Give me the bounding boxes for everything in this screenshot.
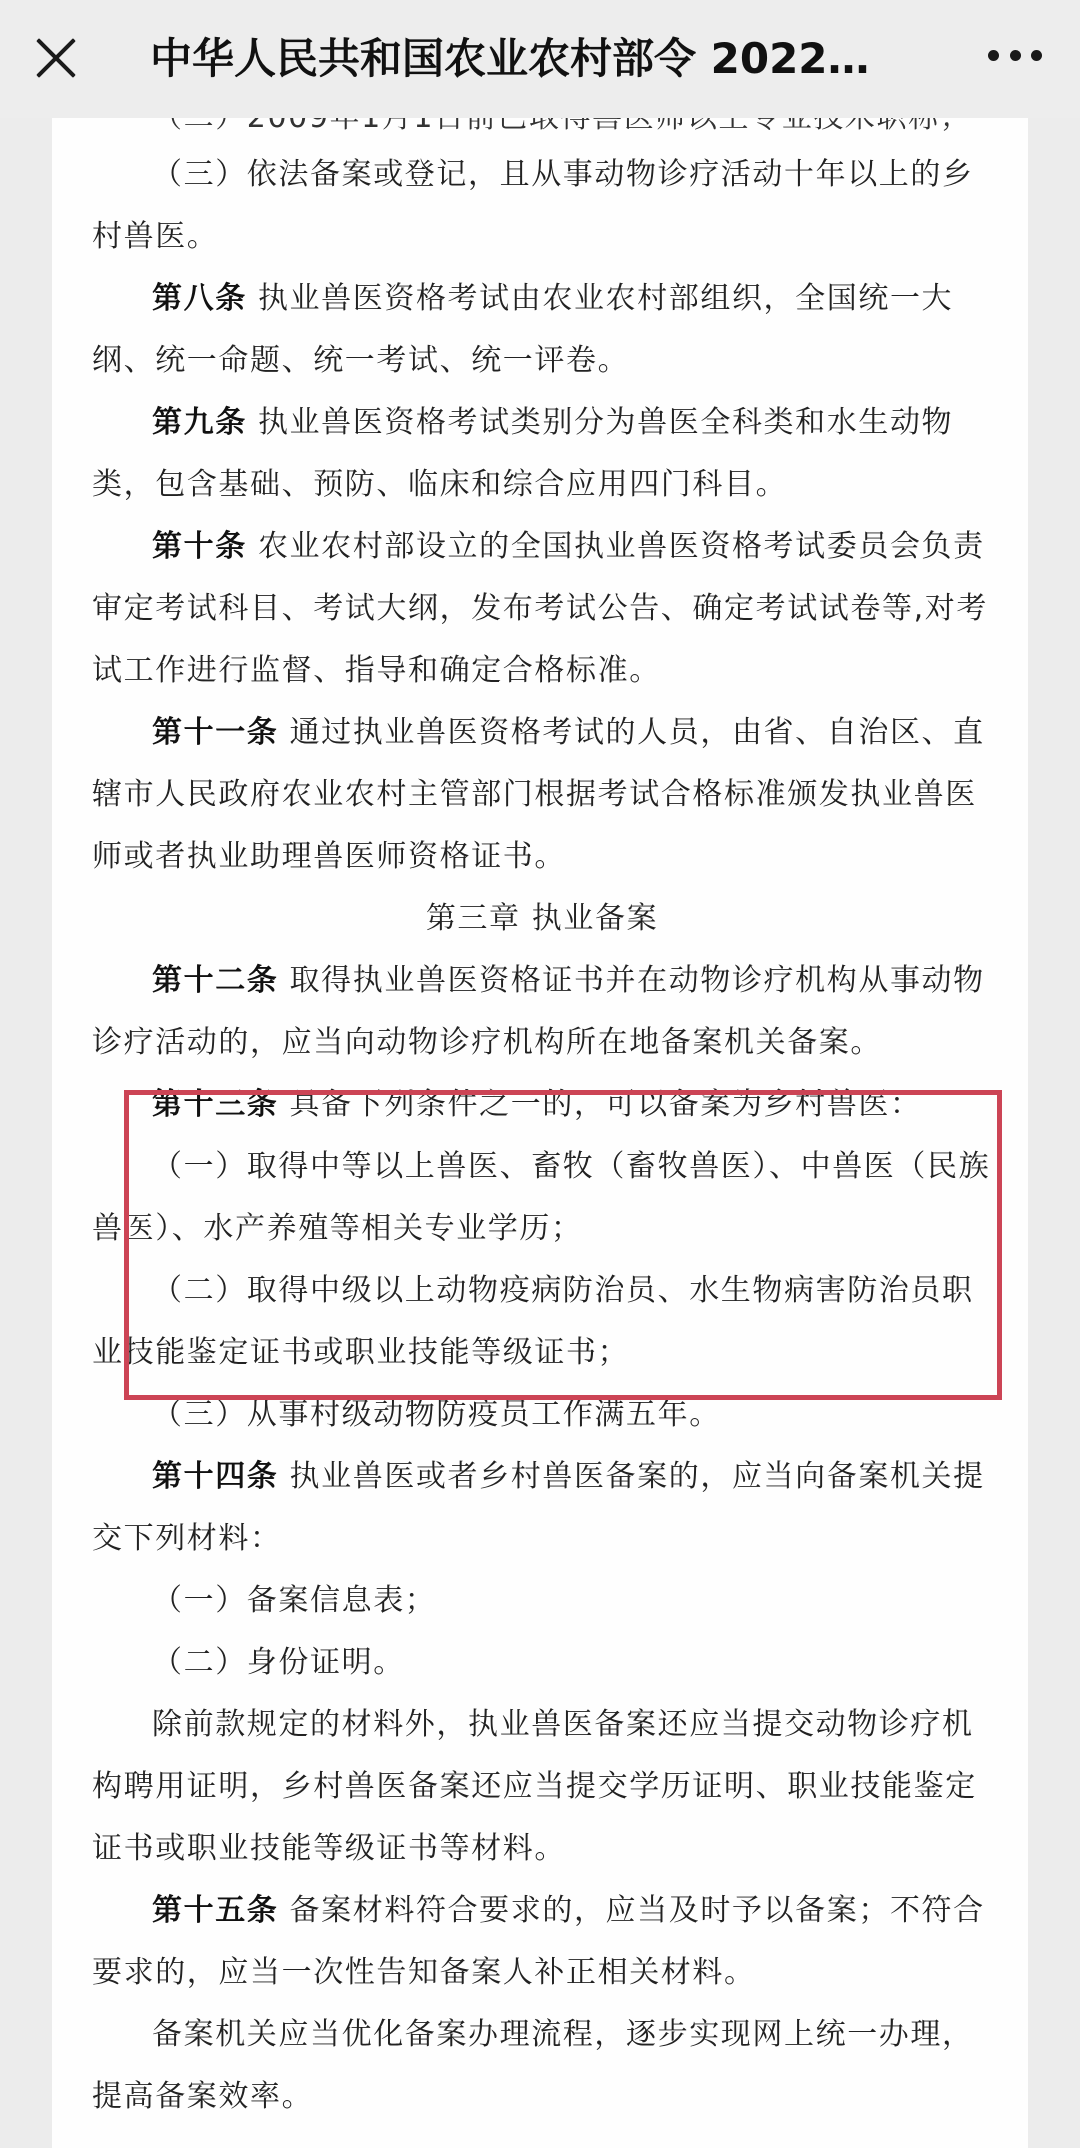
document-body: [92, 144, 992, 2128]
clause-text: 农业农村部设立的全国执业兽医资格考试委员会负责审定考试科目、考试大纲，发布考试公告、确定考试试卷等,对考试工作进行监督、指导和确定合格标准。: [92, 529, 988, 688]
clause-text: 取得执业兽医资格证书并在动物诊疗机构从事动物诊疗活动的，应当向动物诊疗机构所在地备案机关备案。: [92, 963, 985, 1060]
clause-text: （三）从事村级动物防疫员工作满五年。: [152, 1397, 721, 1432]
clause-14-item-2: [92, 1632, 992, 1694]
clause-text: 执业兽医资格考试类别分为兽医全科类和水生动物类，包含基础、预防、临床和综合应用四门科目。: [92, 405, 954, 502]
clause-text: 执业兽医或者乡村兽医备案的，应当向备案机关提交下列材料：: [92, 1459, 985, 1556]
clause-13-item-3: [92, 1384, 992, 1446]
clause-8: [92, 268, 992, 392]
clause-12: [92, 950, 992, 1074]
clause-13: [92, 1074, 992, 1136]
clause-14-item-1: [92, 1570, 992, 1632]
clause-text: （一）备案信息表；: [152, 1583, 437, 1618]
clause-text: （一）取得中等以上兽医、畜牧（畜牧兽医）、中兽医（民族兽医）、水产养殖等相关专业学历；: [92, 1149, 991, 1246]
clause-text: （二）取得中级以上动物疫病防治员、水生物病害防治员职业技能鉴定证书或职业技能等级证书；: [92, 1273, 974, 1370]
clause-number: 第十四条: [152, 1459, 279, 1494]
clause-text: 执业兽医资格考试由农业农村部组织，全国统一大纲、统一命题、统一考试、统一评卷。: [92, 281, 954, 378]
clause-10: [92, 516, 992, 702]
clause-text: 备案材料符合要求的，应当及时予以备案；不符合要求的，应当一次性告知备案人补正相关材料。: [92, 1893, 985, 1990]
clause-text: 具备下列条件之一的，可以备案为乡村兽医：: [289, 1087, 922, 1122]
clause-text: 通过执业兽医资格考试的人员，由省、自治区、直辖市人民政府农业农村主管部门根据考试合格标准颁发执业兽医师或者执业助理兽医师资格证书。: [92, 715, 985, 874]
clause-15: [92, 1880, 992, 2004]
more-options-icon[interactable]: [988, 50, 1042, 64]
clause-number: 第十三条: [152, 1087, 279, 1122]
clause-13-item-1: [92, 1136, 992, 1260]
chapter-heading: 第三章 执业备案: [425, 901, 659, 936]
clause-number: 第十一条: [152, 715, 279, 750]
clause-9: [92, 392, 992, 516]
clause-text: 除前款规定的材料外，执业兽医备案还应当提交动物诊疗机构聘用证明，乡村兽医备案还应当提交学历证明、职业技能鉴定证书或职业技能等级证书等材料。: [92, 1707, 977, 1866]
clause-number: 第十条: [152, 529, 247, 564]
clause-11: [92, 702, 992, 888]
clause-text: （三）依法备案或登记，且从事动物诊疗活动十年以上的乡村兽医。: [92, 157, 974, 254]
clause-number: 第十二条: [152, 963, 279, 998]
clause-14-extra: [92, 1694, 992, 1880]
clause-15-extra: [92, 2004, 992, 2128]
clause-text: （二）身份证明。: [152, 1645, 405, 1680]
clause-13-item-2: [92, 1260, 992, 1384]
clause-number: 第十五条: [152, 1893, 279, 1928]
page-title: 中华人民共和国农业农村部令 2022…: [150, 34, 870, 83]
close-icon[interactable]: [26, 28, 86, 88]
clause-number: 第八条: [152, 281, 247, 316]
clause-14: [92, 1446, 992, 1570]
top-bar: [0, 0, 1080, 118]
clause-number: 第九条: [152, 405, 247, 440]
clause-text: 备案机关应当优化备案办理流程，逐步实现网上统一办理，提高备案效率。: [92, 2017, 974, 2114]
clause-paragraph: [92, 144, 992, 268]
